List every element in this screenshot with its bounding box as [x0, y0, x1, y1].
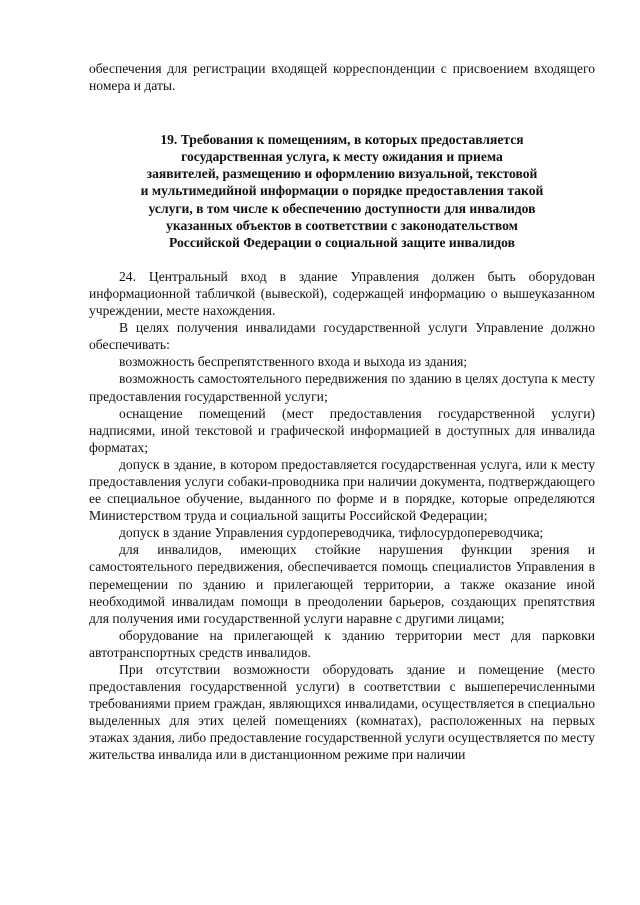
- heading-line: и мультимедийной информации о порядке предоставления такой: [140, 183, 544, 199]
- spacer: [89, 251, 595, 268]
- heading-line: заявителей, размещению и оформлению визуальной, текстовой: [146, 166, 538, 182]
- body-paragraph: В целях получения инвалидами государственной услуги Управление должно обеспечивать:: [89, 320, 595, 353]
- intro-paragraph: обеспечения для регистрации входящей корреспонденции с присвоением входящего номера и даты.: [89, 61, 595, 94]
- heading-line: Российской Федерации о социальной защите инвалидов: [169, 234, 515, 250]
- body-paragraph: допуск в здание Управления сурдопереводчика, тифлосурдопереводчика;: [119, 525, 544, 541]
- body-paragraph: При отсутствии возможности оборудовать здание и помещение (место предоставления государственной услуги) в соответствии с вышеперечисленными требованиями прием граждан, являющихся инвалидами, осуществляется в специально выделенных для этих целей помещениях (комнатах), расположенных на первых этажах здания, либо предоставление государственной услуги осуществляется по месту жительства инвалида или в дистанционном режиме при наличии: [89, 662, 595, 763]
- body-paragraph: для инвалидов, имеющих стойкие нарушения функции зрения и самостоятельного передвижения, обеспечивается помощь специалистов Управления в перемещении по зданию и прилегающей территории, а также оказание иной необходимой инвалидам помощи в преодолении барьеров, создающих препятствия для получения ими государственной услуги наравне с другими лицами;: [89, 542, 595, 626]
- body-paragraph: возможность самостоятельного передвижения по зданию в целях доступа к месту предоставления государственной услуги;: [89, 371, 595, 404]
- body-paragraph: допуск в здание, в котором предоставляется государственная услуга, или к месту предоставления услуги собаки-проводника при наличии документа, подтверждающего ее специальное обучение, выданного по форме и в порядке, которые определяются Министерством труда и социальной защиты Российской Федерации;: [89, 456, 595, 524]
- section-heading: [89, 131, 595, 251]
- heading-line: услуги, в том числе к обеспечению доступности для инвалидов: [148, 200, 536, 216]
- heading-line: 19. Требования к помещениям, в которых предоставляется: [160, 132, 524, 148]
- heading-line: указанных объектов в соответствии с законодательством: [166, 217, 518, 233]
- heading-line: государственная услуга, к месту ожидания и приема: [181, 149, 503, 165]
- document-page: [89, 60, 595, 764]
- spacer: [89, 94, 595, 131]
- body-paragraph: возможность беспрепятственного входа и выхода из здания;: [119, 354, 468, 370]
- body-paragraph: оборудование на прилегающей к зданию территории мест для парковки автотранспортных средств инвалидов.: [89, 627, 595, 660]
- body-paragraph: 24. Центральный вход в здание Управления должен быть оборудован информационной табличкой (вывеской), содержащей информацию о вышеуказанном учреждении, месте нахождения.: [89, 268, 595, 319]
- body-paragraph: оснащение помещений (мест предоставления государственной услуги) надписями, иной текстовой и графической информацией в доступных для инвалида форматах;: [89, 405, 595, 455]
